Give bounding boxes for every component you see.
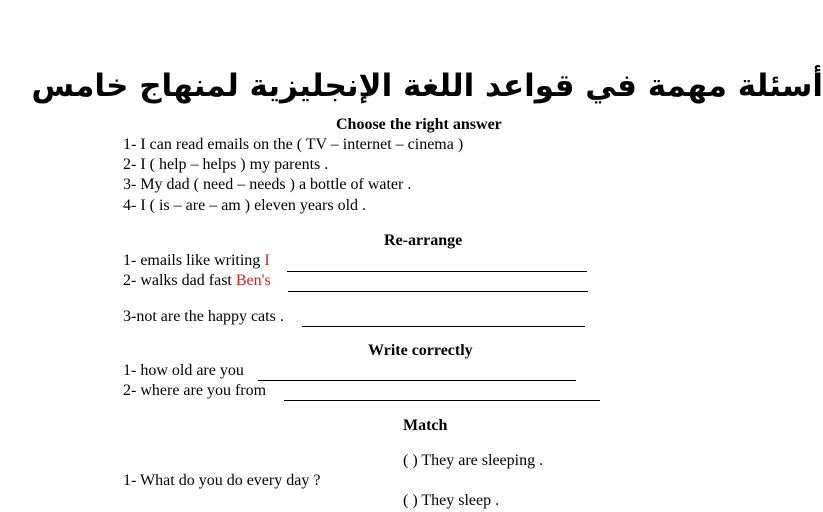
write-item-2: 2- where are you from xyxy=(123,382,267,399)
choose-item-4: 4- I ( is – are – am ) eleven years old . xyxy=(123,197,367,214)
rearrange-answer-line-2[interactable] xyxy=(288,279,588,292)
write-item-1: 1- how old are you xyxy=(123,362,244,379)
rearrange-item-2 xyxy=(123,272,271,290)
rearrange-item-1 xyxy=(123,252,270,270)
rearrange-heading: Re-arrange xyxy=(384,232,463,249)
write-heading: Write correctly xyxy=(368,342,473,359)
rearrange-item-3: 3-not are the happy cats . xyxy=(123,308,284,325)
rearrange-item-1-text: 1- emails like writing xyxy=(123,252,265,269)
rearrange-answer-line-3[interactable] xyxy=(302,314,585,327)
write-answer-line-2[interactable] xyxy=(284,388,600,401)
worksheet-title: أسئلة مهمة في قواعد اللغة الإنجليزية لمنهاج خامس xyxy=(31,68,823,104)
match-question-1: 1- What do you do every day ? xyxy=(123,472,321,489)
choose-heading: Choose the right answer xyxy=(336,116,502,133)
match-option-2: ( ) They sleep . xyxy=(403,492,500,509)
rearrange-item-2-hint: Ben's xyxy=(235,272,271,289)
choose-item-2: 2- I ( help – helps ) my parents . xyxy=(123,156,329,173)
write-answer-line-1[interactable] xyxy=(258,368,576,381)
rearrange-item-1-hint: I xyxy=(264,252,270,269)
match-heading: Match xyxy=(403,417,448,434)
rearrange-answer-line-1[interactable] xyxy=(287,259,587,272)
rearrange-item-2-text: 2- walks dad fast xyxy=(123,272,236,289)
choose-item-3: 3- My dad ( need – needs ) a bottle of water . xyxy=(123,176,412,193)
match-option-1: ( ) They are sleeping . xyxy=(403,452,544,469)
choose-item-1: 1- I can read emails on the ( TV – internet – cinema ) xyxy=(123,136,464,153)
